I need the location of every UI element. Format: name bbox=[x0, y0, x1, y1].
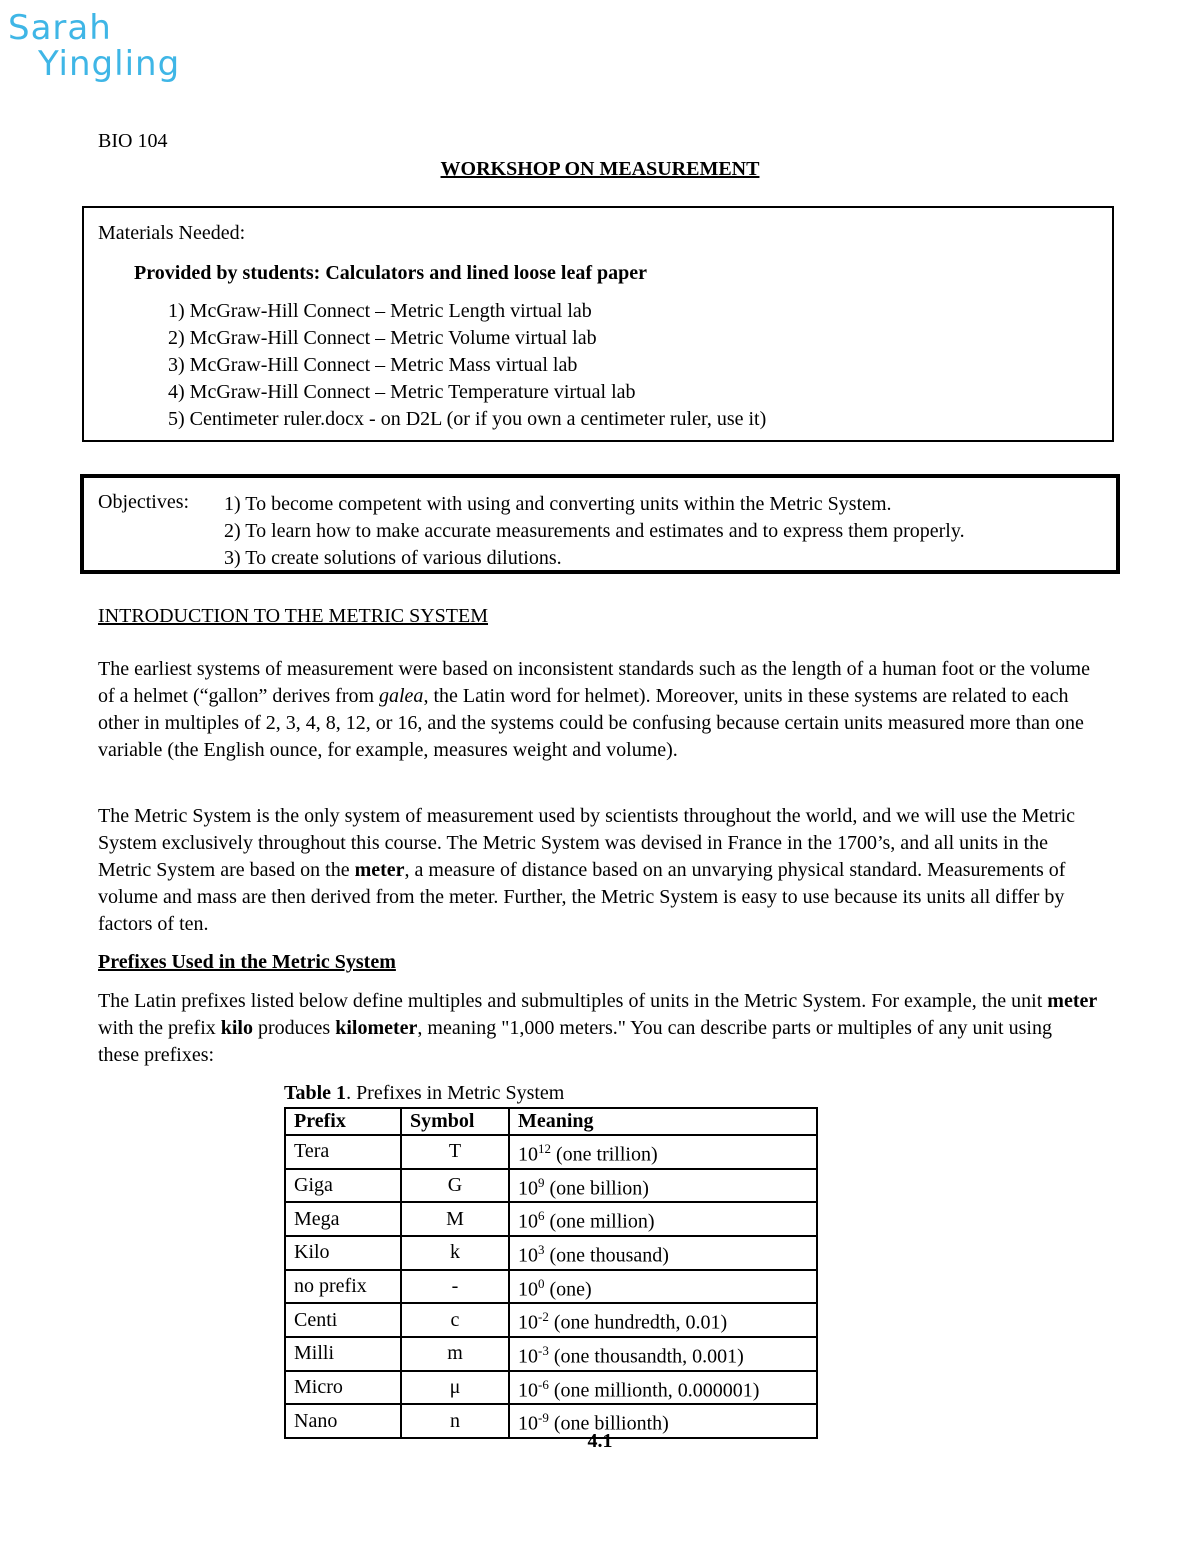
meaning-base: 10 bbox=[518, 1412, 538, 1435]
prefix-cell: Nano bbox=[285, 1404, 401, 1438]
meaning-exponent: -2 bbox=[538, 1309, 549, 1325]
prefix-cell: no prefix bbox=[285, 1270, 401, 1304]
list-item: 3) McGraw-Hill Connect – Metric Mass virtual lab bbox=[168, 354, 578, 376]
meaning-text: (one hundredth, 0.01) bbox=[548, 1311, 728, 1334]
text-run: The earliest systems of measurement were based on inconsistent standards such as the length of a human foot or the volume of a helmet (“gallon” derives from bbox=[98, 658, 1090, 707]
materials-list bbox=[168, 298, 766, 433]
intro-paragraph-1 bbox=[98, 656, 1098, 764]
prefix-cell: Kilo bbox=[285, 1236, 401, 1270]
list-item: 1) McGraw-Hill Connect – Metric Length virtual lab bbox=[168, 300, 592, 322]
list-item: 3) To create solutions of various dilutions. bbox=[224, 547, 562, 569]
caption-label: Table 1 bbox=[284, 1082, 347, 1104]
meaning-exponent: 3 bbox=[538, 1241, 545, 1257]
table-caption bbox=[284, 1082, 564, 1105]
symbol-cell: m bbox=[401, 1337, 509, 1371]
objectives-label: Objectives: bbox=[98, 491, 190, 513]
text-run: The Latin prefixes listed below define multiples and submultiples of units in the Metric System. For example, the unit bbox=[98, 990, 1048, 1012]
prefix-cell: Giga bbox=[285, 1169, 401, 1203]
meaning-text: (one millionth, 0.000001) bbox=[548, 1379, 760, 1402]
table-row bbox=[285, 1303, 817, 1337]
page-title: WORKSHOP ON MEASUREMENT bbox=[440, 158, 760, 180]
intro-paragraph-2 bbox=[98, 803, 1098, 938]
table-row bbox=[285, 1270, 817, 1304]
column-header-meaning: Meaning bbox=[509, 1108, 817, 1135]
meaning-exponent: -3 bbox=[538, 1342, 549, 1358]
meaning-text: (one) bbox=[544, 1278, 592, 1301]
meaning-exponent: 6 bbox=[538, 1208, 545, 1224]
course-code: BIO 104 bbox=[98, 130, 168, 152]
symbol-cell: M bbox=[401, 1202, 509, 1236]
meaning-cell bbox=[509, 1337, 817, 1371]
handwritten-signature bbox=[8, 10, 180, 82]
prefix-cell: Milli bbox=[285, 1337, 401, 1371]
intro-heading: INTRODUCTION TO THE METRIC SYSTEM bbox=[98, 605, 489, 627]
signature-first-name: Sarah bbox=[8, 8, 112, 48]
meaning-base: 10 bbox=[518, 1311, 538, 1334]
table-row bbox=[285, 1169, 817, 1203]
meaning-cell bbox=[509, 1135, 817, 1169]
meaning-text: (one billion) bbox=[544, 1177, 649, 1200]
text-run-bold: meter bbox=[1047, 990, 1098, 1012]
meaning-cell bbox=[509, 1236, 817, 1270]
meaning-text: (one thousandth, 0.001) bbox=[548, 1345, 744, 1368]
table-row bbox=[285, 1337, 817, 1371]
text-run-bold: kilometer bbox=[335, 1017, 418, 1039]
text-run: The Metric System is the only system of measurement used by scientists throughout the world, and we will use the Metric System exclusively throughout this course. The Metric System was devised in France in the 1700’s, and all units in the Metric System are based on the bbox=[98, 805, 1076, 881]
meaning-base: 10 bbox=[518, 1210, 538, 1233]
meaning-base: 10 bbox=[518, 1345, 538, 1368]
list-item: 2) To learn how to make accurate measurements and estimates and to express them properly. bbox=[224, 520, 965, 542]
objectives-list bbox=[224, 491, 965, 572]
prefixes-paragraph bbox=[98, 988, 1098, 1069]
symbol-cell: n bbox=[401, 1404, 509, 1438]
text-run-bold: meter bbox=[354, 859, 405, 881]
list-item: 1) To become competent with using and converting units within the Metric System. bbox=[224, 493, 892, 515]
meaning-text: (one billionth) bbox=[548, 1412, 669, 1435]
prefix-cell: Tera bbox=[285, 1135, 401, 1169]
meaning-base: 10 bbox=[518, 1244, 538, 1267]
symbol-cell: T bbox=[401, 1135, 509, 1169]
text-run: with the prefix bbox=[98, 1017, 221, 1039]
text-run: , the Latin word for helmet). Moreover, units in these systems are related to each other in multiples of 2, 3, 4, 8, 12, or 16, and the systems could be confusing because certain units measured more than one variable (the English ounce, for example, measures weight and volume). bbox=[98, 685, 1084, 761]
table-row bbox=[285, 1202, 817, 1236]
meaning-text: (one million) bbox=[544, 1210, 655, 1233]
caption-text: . Prefixes in Metric System bbox=[346, 1082, 565, 1104]
symbol-cell: c bbox=[401, 1303, 509, 1337]
meaning-cell bbox=[509, 1202, 817, 1236]
meaning-text: (one trillion) bbox=[551, 1143, 658, 1166]
meaning-base: 10 bbox=[518, 1278, 538, 1301]
prefixes-heading: Prefixes Used in the Metric System bbox=[98, 951, 396, 973]
materials-provided: Provided by students: Calculators and lined loose leaf paper bbox=[134, 262, 647, 284]
meaning-exponent: 12 bbox=[538, 1141, 551, 1156]
meaning-cell bbox=[509, 1270, 817, 1304]
symbol-cell: - bbox=[401, 1270, 509, 1304]
table-row bbox=[285, 1236, 817, 1270]
meaning-exponent: 0 bbox=[538, 1275, 545, 1291]
meaning-cell bbox=[509, 1169, 817, 1203]
materials-heading: Materials Needed: bbox=[98, 222, 246, 244]
text-run-bold: kilo bbox=[220, 1017, 253, 1039]
meaning-exponent: -6 bbox=[538, 1376, 549, 1392]
symbol-cell: G bbox=[401, 1169, 509, 1203]
list-item: 2) McGraw-Hill Connect – Metric Volume virtual lab bbox=[168, 327, 597, 349]
meaning-base: 10 bbox=[518, 1143, 538, 1166]
meaning-exponent: -9 bbox=[538, 1410, 549, 1426]
table-row bbox=[285, 1135, 817, 1169]
meaning-exponent: 9 bbox=[538, 1174, 545, 1190]
column-header-prefix: Prefix bbox=[285, 1108, 401, 1135]
table-header-row bbox=[285, 1108, 817, 1135]
text-run: , a measure of distance based on an unvarying physical standard. Measurements of volume and mass are then derived from the meter. Further, the Metric System is easy to use because its units all differ by factors of ten. bbox=[98, 859, 1066, 935]
page-number: 4.1 bbox=[587, 1430, 613, 1452]
text-run-italic: galea bbox=[379, 685, 424, 707]
symbol-cell: k bbox=[401, 1236, 509, 1270]
prefix-cell: Mega bbox=[285, 1202, 401, 1236]
meaning-cell bbox=[509, 1303, 817, 1337]
list-item: 4) McGraw-Hill Connect – Metric Temperature virtual lab bbox=[168, 381, 636, 403]
meaning-text: (one thousand) bbox=[544, 1244, 669, 1267]
prefix-cell: Micro bbox=[285, 1371, 401, 1405]
text-run: produces bbox=[253, 1017, 336, 1039]
meaning-base: 10 bbox=[518, 1177, 538, 1200]
meaning-base: 10 bbox=[518, 1379, 538, 1402]
meaning-cell bbox=[509, 1371, 817, 1405]
table-row bbox=[285, 1371, 817, 1405]
text-run: , meaning "1,000 meters." You can describe parts or multiples of any unit using these prefixes: bbox=[98, 1017, 1052, 1066]
prefixes-table bbox=[284, 1107, 818, 1439]
list-item: 5) Centimeter ruler.docx - on D2L (or if you own a centimeter ruler, use it) bbox=[168, 408, 767, 430]
symbol-cell: μ bbox=[401, 1371, 509, 1405]
prefix-cell: Centi bbox=[285, 1303, 401, 1337]
signature-last-name: Yingling bbox=[38, 44, 181, 84]
column-header-symbol: Symbol bbox=[401, 1108, 509, 1135]
